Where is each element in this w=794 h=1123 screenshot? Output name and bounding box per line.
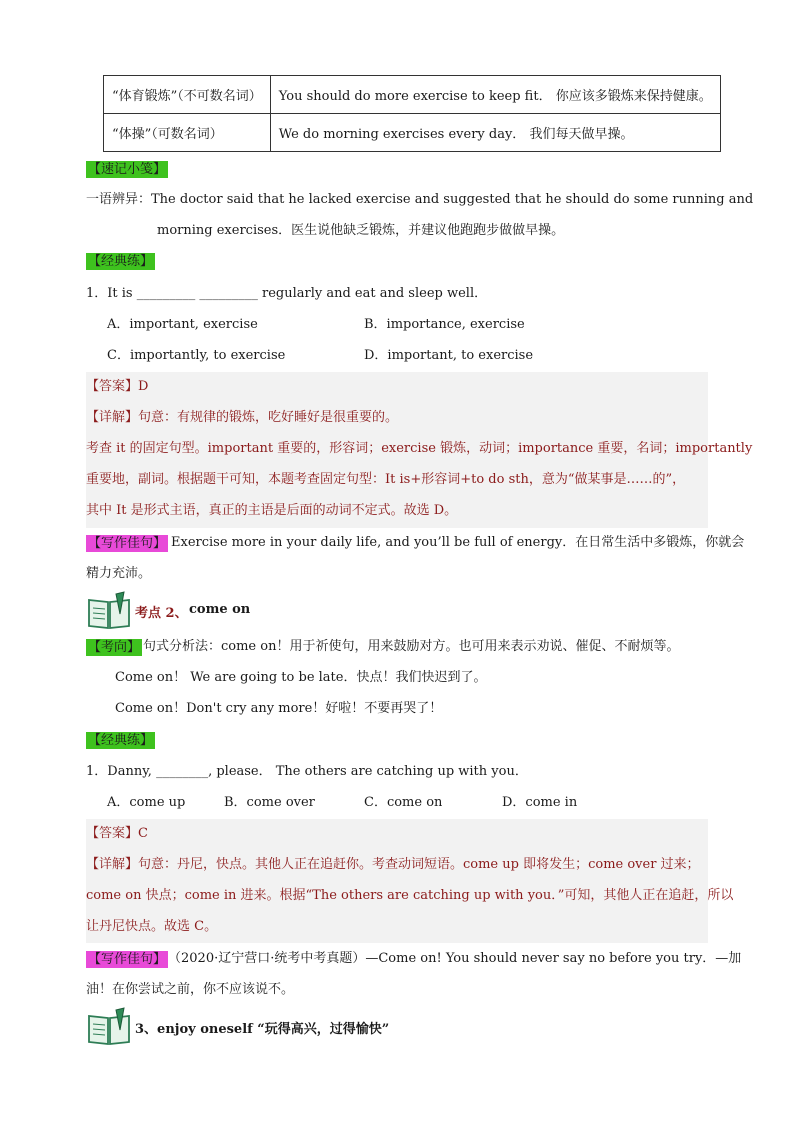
ask-text: 句式分析法：come on！用于祈使句，用来鼓励对方。也可用来表示劝说、催促、不耐烦等。 [143,639,680,654]
practice-tag: 【经典练】 [88,733,154,748]
detail-line-3: 让丹尼快点。故选 C。 [86,919,218,934]
option-d: D．come in [502,795,578,810]
writing-line-2: 精力充沛。 [86,566,152,581]
detail-line-2: come on 快点；come in 进来。根据“The others are catching up with you．”可知，其他人正在追赶，所以 [86,888,734,903]
writing-tag: 【写作佳句】 [88,952,167,967]
option-b: B．come over [224,795,315,810]
table-row [104,76,721,114]
usage-table [103,75,721,152]
example-1: Come on！ We are going to be late．快点！我们快迟到了。 [115,670,487,685]
point-2-label: 考点 2、 [135,606,188,621]
detail-line-2: 考查 it 的固定句型。important 重要的，形容词；exercise 锻炼，动词；importance 重要，名词；importantly [86,441,753,456]
book-pen-icon [86,1006,132,1046]
tips-line-1: 一语辨异：The doctor said that he lacked exercise and suggested that he should do some running and [86,192,754,207]
option-b: B．importance, exercise [364,317,525,332]
table-cell-term: “体操”（可数名词） [104,114,271,152]
question-1: 1．It is _________ _________ regularly and eat and sleep well． [86,286,488,301]
question-2: 1．Danny, ________, please． The others are catching up with you． [86,764,528,779]
table-row [104,114,721,152]
point-2-phrase: come on [189,602,251,617]
example-2: Come on！Don't cry any more！好啦！不要再哭了！ [115,701,443,716]
practice-tag: 【经典练】 [88,254,154,269]
tips-line-2: morning exercises．医生说他缺乏锻炼，并建议他跑跑步做做早操。 [157,223,565,238]
writing-line-1: （2020·辽宁营口·统考中考真题）—Come on! You should never say no before you try．—加 [168,951,742,966]
answer-label: 【答案】C [86,826,148,841]
option-c: C．come on [364,795,443,810]
writing-line-2: 油！在你尝试之前，你不应该说不。 [86,982,295,997]
option-c: C．importantly, to exercise [107,348,286,363]
point-3-title: 3、enjoy oneself “玩得高兴，过得愉快” [135,1022,390,1037]
table-cell-term: “体育锻炼”（不可数名词） [104,76,271,114]
detail-line-3: 重要地，副词。根据题干可知，本题考查固定句型：It is+形容词+to do sth，意为“做某事是……的”， [86,472,686,487]
tips-tag: 【速记小笺】 [88,162,167,177]
book-pen-icon [86,590,132,630]
table-cell-example: We do morning exercises every day． 我们每天做早操。 [270,114,720,152]
answer-label: 【答案】D [86,379,149,394]
writing-line-1: Exercise more in your daily life, and you’ll be full of energy．在日常生活中多锻炼，你就会 [171,535,745,550]
option-a: A．important, exercise [107,317,258,332]
detail-line-4: 其中 It 是形式主语，真正的主语是后面的动词不定式。故选 D。 [86,503,458,518]
detail-line-1: 【详解】句意：丹尼，快点。其他人正在追赶你。考查动词短语。come up 即将发生；come over 过来； [86,857,700,872]
option-a: A．come up [107,795,186,810]
detail-line-1: 【详解】句意：有规律的锻炼，吃好睡好是很重要的。 [86,410,399,425]
writing-tag: 【写作佳句】 [88,536,167,551]
option-d: D．important, to exercise [364,348,534,363]
table-cell-example: You should do more exercise to keep fit． 你应该多锻炼来保持健康。 [270,76,720,114]
ask-tag: 【考向】 [88,640,141,655]
